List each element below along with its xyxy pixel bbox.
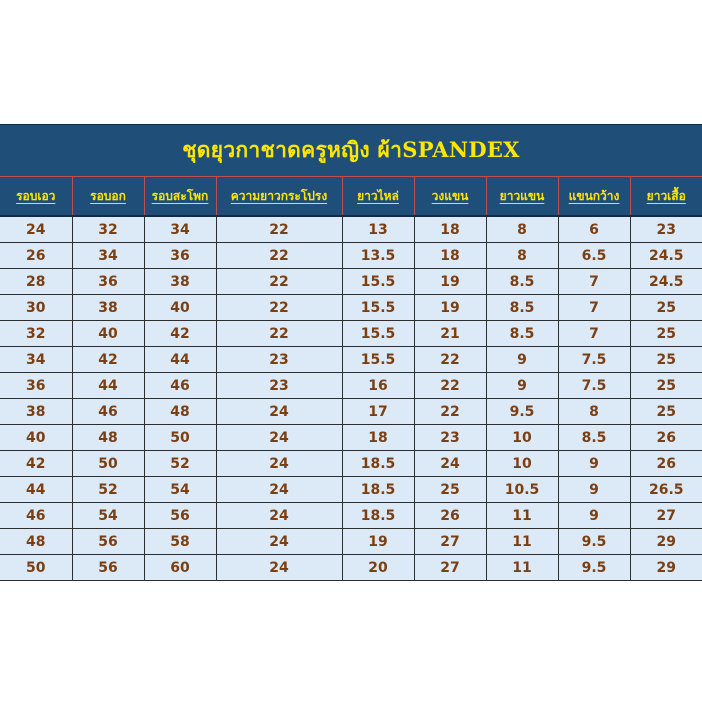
table-row: [0, 295, 702, 321]
table-row: [0, 269, 702, 295]
table-cell: 46: [0, 503, 72, 529]
table-cell: 30: [0, 295, 72, 321]
table-cell: 29: [630, 555, 702, 581]
table-cell: 48: [0, 529, 72, 555]
table-cell: 46: [144, 373, 216, 399]
table-cell: 34: [72, 243, 144, 269]
table-cell: 18: [342, 425, 414, 451]
table-cell: 7: [558, 321, 630, 347]
table-cell: 24: [216, 425, 342, 451]
table-cell: 11: [486, 503, 558, 529]
table-cell: 22: [414, 347, 486, 373]
table-row: [0, 425, 702, 451]
table-cell: 38: [0, 399, 72, 425]
table-cell: 24: [216, 503, 342, 529]
column-header: ยาวแขน: [486, 177, 558, 217]
table-cell: 42: [0, 451, 72, 477]
table-cell: 26.5: [630, 477, 702, 503]
table-cell: 9: [558, 451, 630, 477]
table-row: [0, 373, 702, 399]
table-cell: 58: [144, 529, 216, 555]
table-cell: 26: [0, 243, 72, 269]
table-cell: 27: [630, 503, 702, 529]
table-cell: 19: [414, 269, 486, 295]
table-row: [0, 503, 702, 529]
table-cell: 8: [486, 243, 558, 269]
table-cell: 38: [144, 269, 216, 295]
table-cell: 32: [0, 321, 72, 347]
table-cell: 8.5: [558, 425, 630, 451]
table-cell: 7: [558, 269, 630, 295]
table-row: [0, 477, 702, 503]
table-cell: 25: [630, 295, 702, 321]
column-header: รอบอก: [72, 177, 144, 217]
table-cell: 9: [486, 347, 558, 373]
table-cell: 36: [0, 373, 72, 399]
table-cell: 19: [414, 295, 486, 321]
table-cell: 7.5: [558, 347, 630, 373]
table-cell: 25: [630, 399, 702, 425]
table-cell: 9: [558, 477, 630, 503]
table-cell: 38: [72, 295, 144, 321]
table-cell: 24: [216, 555, 342, 581]
table-cell: 26: [414, 503, 486, 529]
table-cell: 11: [486, 529, 558, 555]
title-bar: [0, 124, 702, 176]
table-cell: 18.5: [342, 477, 414, 503]
table-cell: 34: [0, 347, 72, 373]
table-cell: 26: [630, 451, 702, 477]
table-cell: 8.5: [486, 295, 558, 321]
table-cell: 16: [342, 373, 414, 399]
table-cell: 15.5: [342, 269, 414, 295]
table-cell: 13.5: [342, 243, 414, 269]
table-cell: 40: [72, 321, 144, 347]
column-header: รอบเอว: [0, 177, 72, 217]
table-row: [0, 451, 702, 477]
table-cell: 60: [144, 555, 216, 581]
table-cell: 42: [144, 321, 216, 347]
table-cell: 36: [72, 269, 144, 295]
table-cell: 9.5: [558, 555, 630, 581]
table-cell: 32: [72, 216, 144, 243]
table-cell: 23: [630, 216, 702, 243]
table-cell: 22: [216, 295, 342, 321]
table-cell: 22: [216, 269, 342, 295]
table-cell: 46: [72, 399, 144, 425]
column-header: วงแขน: [414, 177, 486, 217]
table-cell: 24.5: [630, 243, 702, 269]
table-cell: 23: [216, 347, 342, 373]
table-cell: 15.5: [342, 295, 414, 321]
table-cell: 44: [72, 373, 144, 399]
table-cell: 19: [342, 529, 414, 555]
table-cell: 22: [216, 321, 342, 347]
table-cell: 52: [72, 477, 144, 503]
table-cell: 8.5: [486, 269, 558, 295]
table-cell: 22: [414, 399, 486, 425]
table-cell: 15.5: [342, 321, 414, 347]
table-body: [0, 216, 702, 581]
table-cell: 9.5: [558, 529, 630, 555]
size-table: [0, 176, 702, 581]
table-cell: 22: [216, 243, 342, 269]
table-cell: 11: [486, 555, 558, 581]
column-header: ยาวเสื้อ: [630, 177, 702, 217]
table-cell: 44: [144, 347, 216, 373]
table-cell: 18.5: [342, 503, 414, 529]
table-cell: 10: [486, 425, 558, 451]
column-header: ยาวไหล่: [342, 177, 414, 217]
table-cell: 22: [414, 373, 486, 399]
table-cell: 27: [414, 529, 486, 555]
table-row: [0, 399, 702, 425]
table-cell: 24: [216, 529, 342, 555]
table-cell: 6.5: [558, 243, 630, 269]
table-cell: 17: [342, 399, 414, 425]
table-cell: 23: [414, 425, 486, 451]
column-header: รอบสะโพก: [144, 177, 216, 217]
table-cell: 36: [144, 243, 216, 269]
table-cell: 50: [144, 425, 216, 451]
table-cell: 50: [72, 451, 144, 477]
table-row: [0, 216, 702, 243]
table-cell: 24: [216, 477, 342, 503]
table-cell: 15.5: [342, 347, 414, 373]
table-row: [0, 321, 702, 347]
table-cell: 18: [414, 216, 486, 243]
table-cell: 56: [72, 529, 144, 555]
table-cell: 26: [630, 425, 702, 451]
table-cell: 44: [0, 477, 72, 503]
table-cell: 6: [558, 216, 630, 243]
table-cell: 50: [0, 555, 72, 581]
table-row: [0, 529, 702, 555]
table-header: [0, 177, 702, 217]
table-cell: 18: [414, 243, 486, 269]
table-cell: 13: [342, 216, 414, 243]
table-cell: 54: [144, 477, 216, 503]
table-cell: 20: [342, 555, 414, 581]
table-cell: 25: [414, 477, 486, 503]
table-cell: 8.5: [486, 321, 558, 347]
table-cell: 54: [72, 503, 144, 529]
table-cell: 9: [558, 503, 630, 529]
table-cell: 56: [72, 555, 144, 581]
table-cell: 9: [486, 373, 558, 399]
table-row: [0, 243, 702, 269]
table-cell: 42: [72, 347, 144, 373]
table-cell: 7: [558, 295, 630, 321]
column-header: ความยาวกระโปรง: [216, 177, 342, 217]
table-cell: 24.5: [630, 269, 702, 295]
table-cell: 18.5: [342, 451, 414, 477]
table-row: [0, 555, 702, 581]
table-cell: 48: [144, 399, 216, 425]
table-cell: 24: [0, 216, 72, 243]
table-row: [0, 347, 702, 373]
table-cell: 24: [216, 451, 342, 477]
table-cell: 34: [144, 216, 216, 243]
table-cell: 24: [414, 451, 486, 477]
table-cell: 8: [486, 216, 558, 243]
table-cell: 21: [414, 321, 486, 347]
table-cell: 48: [72, 425, 144, 451]
table-cell: 10: [486, 451, 558, 477]
table-cell: 7.5: [558, 373, 630, 399]
table-cell: 23: [216, 373, 342, 399]
table-cell: 27: [414, 555, 486, 581]
table-cell: 28: [0, 269, 72, 295]
table-cell: 40: [144, 295, 216, 321]
table-cell: 56: [144, 503, 216, 529]
table-cell: 25: [630, 321, 702, 347]
size-chart-sheet: [0, 124, 702, 581]
table-cell: 25: [630, 373, 702, 399]
table-cell: 52: [144, 451, 216, 477]
table-cell: 22: [216, 216, 342, 243]
table-cell: 8: [558, 399, 630, 425]
chart-title: ชุดยุวกาชาดครูหญิง ผ้าSPANDEX: [182, 137, 520, 162]
header-row: [0, 177, 702, 217]
table-cell: 24: [216, 399, 342, 425]
column-header: แขนกว้าง: [558, 177, 630, 217]
table-cell: 25: [630, 347, 702, 373]
table-cell: 40: [0, 425, 72, 451]
table-cell: 29: [630, 529, 702, 555]
table-cell: 10.5: [486, 477, 558, 503]
table-cell: 9.5: [486, 399, 558, 425]
